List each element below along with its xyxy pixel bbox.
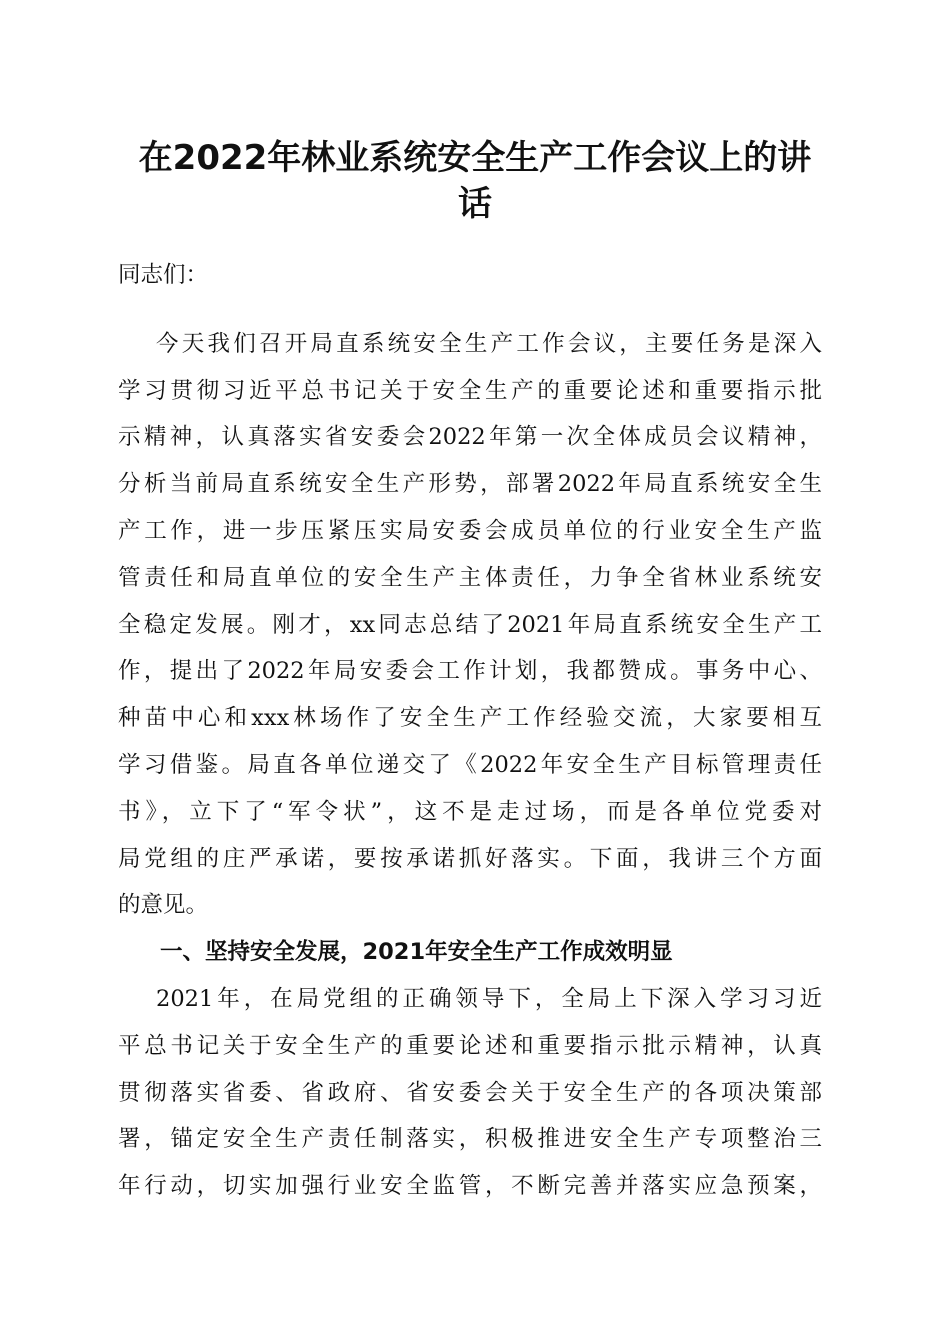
text-line: 今天我们召开局直系统安全生产工作会议，主要任务是深入: [156, 330, 822, 357]
salutation: 同志们：: [118, 262, 209, 288]
title-line-1: 在2022年林业系统安全生产工作会议上的讲: [138, 138, 812, 178]
text-line: 的意见。: [118, 892, 209, 919]
text-line: 种苗中心和xxx林场作了安全生产工作经验交流，大家要相互: [118, 705, 822, 732]
document-title: [110, 135, 840, 227]
text-line: 局党组的庄严承诺，要按承诺抓好落实。下面，我讲三个方面: [118, 845, 822, 872]
text-line: 学习借鉴。局直各单位递交了《2022年安全生产目标管理责任: [118, 751, 822, 778]
text-line: 书》，立下了“军令状”，这不是走过场，而是各单位党委对: [118, 798, 822, 825]
text-line: 年行动，切实加强行业安全监管，不断完善并落实应急预案，: [118, 1173, 822, 1200]
text-line: 平总书记关于安全生产的重要论述和重要指示批示精神，认真: [118, 1032, 822, 1059]
text-line: 产工作，进一步压紧压实局安委会成员单位的行业安全生产监: [118, 517, 822, 544]
title-line-2: 话: [458, 184, 492, 224]
text-line: 全稳定发展。刚才，xx同志总结了2021年局直系统安全生产工: [118, 611, 822, 638]
text-line: 署，锚定安全生产责任制落实，积极推进安全生产专项整治三: [118, 1126, 822, 1153]
text-line: 贯彻落实省委、省政府、省安委会关于安全生产的各项决策部: [118, 1079, 822, 1106]
text-line: 学习贯彻习近平总书记关于安全生产的重要论述和重要指示批: [118, 377, 822, 404]
document-body: [118, 252, 822, 1210]
paragraph-2: [118, 976, 822, 1210]
text-line: 管责任和局直单位的安全生产主体责任，力争全省林业系统安: [118, 564, 822, 591]
text-line: 作，提出了2022年局安委会工作计划，我都赞成。事务中心、: [118, 658, 822, 685]
text-line: 示精神，认真落实省安委会2022年第一次全体成员会议精神，: [118, 424, 822, 451]
text-line: 2021年，在局党组的正确领导下，全局上下深入学习习近: [156, 985, 822, 1012]
section-heading-1: 一、坚持安全发展，2021年安全生产工作成效明显: [160, 939, 673, 966]
text-line: 分析当前局直系统安全生产形势，部署2022年局直系统安全生: [118, 471, 822, 498]
paragraph-1: [118, 321, 822, 929]
